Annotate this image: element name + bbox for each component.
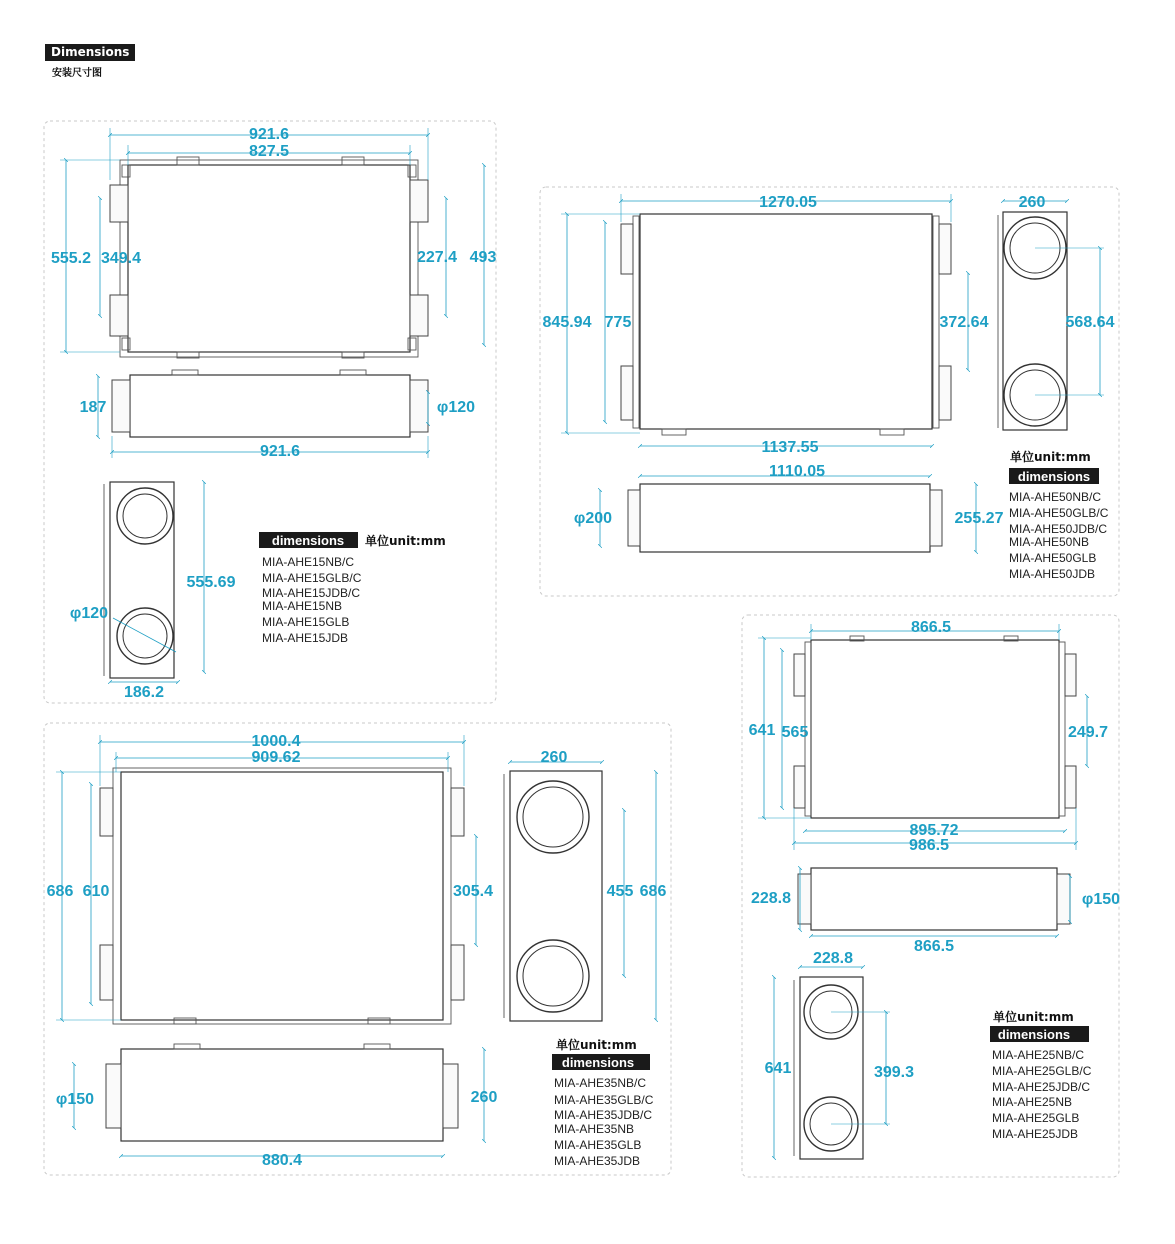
duct-collar — [410, 380, 428, 432]
unit-body — [640, 214, 932, 429]
duct-collar — [110, 295, 128, 336]
dim-top-inner: 909.62 — [251, 749, 301, 766]
side-rail — [933, 216, 939, 428]
unit-body — [121, 1049, 443, 1141]
unit-label: 单位unit:mm — [556, 1038, 637, 1052]
model-name: MIA-AHE25JDB — [992, 1127, 1079, 1141]
unit-label: 单位unit:mm — [365, 534, 446, 548]
dim-side-height: 228.8 — [750, 890, 792, 907]
dim-side-width: 921.6 — [259, 443, 301, 460]
dim-left-outer: 641 — [748, 722, 776, 739]
legend-tag-text: dimensions — [1017, 469, 1091, 484]
unit-label: 单位unit:mm — [1010, 450, 1091, 464]
hanger-bracket — [172, 370, 198, 375]
duct-collar — [443, 1064, 458, 1128]
dim-end-width: 260 — [540, 749, 568, 766]
panel-ahe25 — [742, 615, 1120, 1177]
dim-end-inner: 399.3 — [873, 1064, 915, 1081]
legend — [259, 532, 446, 645]
duct-collar — [451, 788, 464, 836]
dim-end-inner: 455 — [606, 883, 634, 900]
port-circle — [517, 781, 589, 853]
unit-body — [640, 484, 930, 552]
dim-right-inner: 305.4 — [452, 883, 494, 900]
model-name: MIA-AHE35JDB — [554, 1154, 641, 1168]
unit-body — [121, 772, 443, 1020]
dim-port-diameter: φ120 — [69, 605, 109, 622]
dim-side-width: 880.4 — [261, 1152, 303, 1169]
dim-bottom-inner: 895.72 — [909, 822, 959, 839]
dim-side-width: 1110.05 — [768, 463, 826, 480]
model-name: MIA-AHE35NB — [554, 1122, 635, 1136]
top-view — [47, 733, 493, 1024]
dim-bottom-outer: 986.5 — [908, 837, 950, 854]
model-name: MIA-AHE50GLB — [1009, 551, 1097, 565]
model-name: MIA-AHE15GLB/C — [262, 571, 362, 585]
header-badge: Dimensions — [45, 44, 135, 61]
dim-side-height: 255.27 — [954, 510, 1004, 527]
side-view — [751, 868, 1120, 955]
unit-body — [811, 640, 1059, 818]
model-name: MIA-AHE35GLB — [554, 1138, 642, 1152]
dim-left-inner: 565 — [781, 724, 809, 741]
model-name: MIA-AHE25JDB/C — [992, 1080, 1091, 1094]
model-name: MIA-AHE50GLB/C — [1009, 506, 1109, 520]
dim-end-width: 260 — [1018, 194, 1046, 211]
duct-collar — [621, 366, 633, 420]
model-name: MIA-AHE35GLB/C — [554, 1093, 654, 1107]
duct-collar — [410, 180, 428, 222]
model-name: MIA-AHE50NB — [1009, 535, 1090, 549]
dim-left-inner: 775 — [604, 314, 632, 331]
side-rail — [633, 216, 639, 428]
model-name: MIA-AHE25GLB/C — [992, 1064, 1092, 1078]
dim-side-width: 866.5 — [913, 938, 955, 955]
model-name: MIA-AHE15JDB — [262, 631, 349, 645]
end-view — [765, 950, 914, 1159]
dim-side-height: 260 — [470, 1089, 498, 1106]
model-name: MIA-AHE50JDB/C — [1009, 522, 1108, 536]
side-view — [56, 1044, 498, 1169]
duct-collar — [100, 945, 113, 1000]
panel-ahe35 — [44, 723, 671, 1175]
duct-collar — [794, 766, 805, 808]
hanger-bracket — [177, 157, 199, 165]
legend-tag-text: dimensions — [271, 533, 345, 548]
duct-collar — [939, 366, 951, 420]
model-name: MIA-AHE15NB — [262, 599, 343, 613]
port-circle — [517, 940, 589, 1012]
dim-right-inner: 249.7 — [1067, 724, 1109, 741]
duct-collar — [112, 380, 130, 432]
hanger-bracket — [174, 1044, 200, 1049]
side-view — [80, 370, 476, 460]
dim-top-outer: 921.6 — [248, 126, 290, 143]
duct-collar — [110, 185, 128, 222]
dim-end-height: 641 — [764, 1060, 792, 1077]
side-view — [574, 463, 1004, 552]
duct-collar — [100, 788, 113, 836]
duct-collar — [1065, 766, 1076, 808]
duct-collar — [106, 1064, 121, 1128]
dim-right-outer: 493 — [469, 249, 497, 266]
top-view — [749, 619, 1108, 854]
dim-end-height: 568.64 — [1065, 314, 1115, 331]
end-view — [504, 749, 666, 1021]
model-name: MIA-AHE50JDB — [1009, 567, 1096, 581]
top-view — [543, 194, 989, 456]
duct-collar — [794, 654, 805, 696]
model-name: MIA-AHE15GLB — [262, 615, 350, 629]
dim-top-width: 866.5 — [910, 619, 952, 636]
legend — [1009, 449, 1109, 581]
panel-ahe15 — [44, 121, 496, 703]
duct-collar — [451, 945, 464, 1000]
dim-left-inner: 349.4 — [100, 250, 142, 267]
dim-top-outer: 1270.05 — [759, 194, 817, 211]
end-view — [70, 482, 236, 701]
dim-duct-diameter: φ120 — [436, 399, 476, 416]
dim-left-outer: 686 — [46, 883, 74, 900]
duct-collar — [628, 490, 640, 546]
model-name: MIA-AHE25NB/C — [992, 1048, 1085, 1062]
unit-body — [130, 375, 410, 437]
model-name: MIA-AHE25NB — [992, 1095, 1073, 1109]
port-circle — [117, 608, 173, 664]
hanger-bracket — [364, 1044, 390, 1049]
hanger-bracket — [662, 429, 686, 435]
dim-duct-diameter: φ200 — [573, 510, 613, 527]
dim-right-inner: 372.64 — [939, 314, 989, 331]
unit-label: 单位unit:mm — [993, 1010, 1074, 1024]
duct-collar — [1057, 874, 1070, 924]
dim-duct-diameter: φ150 — [1081, 891, 1121, 908]
dim-right-inner: 227.4 — [416, 249, 458, 266]
model-name: MIA-AHE25GLB — [992, 1111, 1080, 1125]
dim-end-height: 686 — [639, 883, 667, 900]
dim-left-outer: 845.94 — [542, 314, 592, 331]
legend — [552, 1037, 654, 1168]
end-view — [998, 194, 1115, 430]
hanger-bracket — [880, 429, 904, 435]
legend-tag-text: dimensions — [997, 1027, 1071, 1042]
model-name: MIA-AHE50NB/C — [1009, 490, 1102, 504]
dim-left-inner: 610 — [82, 883, 110, 900]
duct-collar — [410, 295, 428, 336]
duct-collar — [1065, 654, 1076, 696]
panel-ahe50 — [540, 187, 1119, 596]
dim-end-height: 555.69 — [186, 574, 236, 591]
header-subtitle: 安装尺寸图 — [52, 68, 102, 79]
model-name: MIA-AHE15JDB/C — [262, 586, 361, 600]
model-name: MIA-AHE35JDB/C — [554, 1108, 653, 1122]
unit-body — [811, 868, 1057, 930]
top-view — [51, 126, 496, 358]
unit-body — [128, 165, 410, 352]
dim-top-outer: 1000.4 — [251, 733, 301, 750]
dim-side-height: 187 — [79, 399, 107, 416]
hanger-bracket — [340, 370, 366, 375]
dim-end-width: 228.8 — [812, 950, 854, 967]
port-circle — [117, 488, 173, 544]
dim-top-inner: 827.5 — [248, 143, 290, 160]
duct-collar — [930, 490, 942, 546]
dim-left-outer: 555.2 — [50, 250, 92, 267]
hanger-bracket — [342, 157, 364, 165]
duct-collar — [939, 224, 951, 274]
dim-duct-diameter: φ150 — [55, 1091, 95, 1108]
model-name: MIA-AHE35NB/C — [554, 1076, 647, 1090]
dim-bottom-width: 1137.55 — [761, 439, 819, 456]
legend — [990, 1009, 1092, 1141]
duct-collar — [621, 224, 633, 274]
legend-tag-text: dimensions — [561, 1055, 635, 1070]
model-name: MIA-AHE15NB/C — [262, 555, 355, 569]
side-rail — [1059, 642, 1065, 816]
dim-end-width: 186.2 — [123, 684, 165, 701]
